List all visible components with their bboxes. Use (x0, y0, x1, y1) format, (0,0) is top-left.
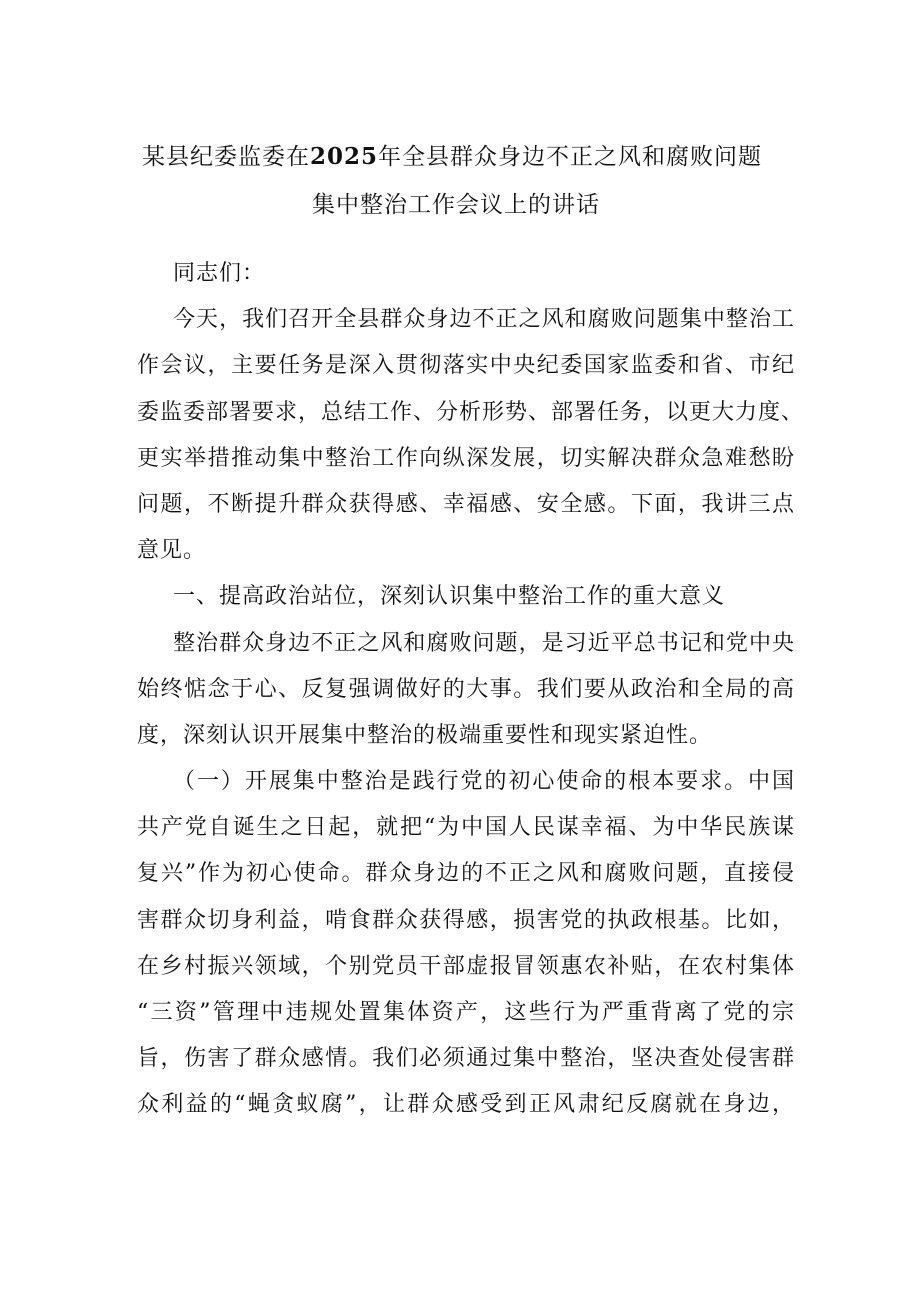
text-line: 共产党自诞生之日起，就把“为中国人民谋幸福、为中华民族谋 (137, 815, 795, 841)
text-line: （一）开展集中整治是践行党的初心使命的根本要求。中国 (173, 769, 795, 795)
text-line: 意见。 (137, 538, 207, 564)
text-line: 作会议，主要任务是深入贯彻落实中央纪委国家监委和省、市纪 (137, 353, 795, 379)
text-line: 度，深刻认识开展集中整治的极端重要性和现实紧迫性。 (137, 722, 713, 748)
document-body (137, 251, 805, 1129)
document-title-line-1 (0, 142, 912, 172)
title-suffix: 年全县群众身边不正之风和腐败问题 (378, 144, 762, 170)
text-line: 一、提高政治站位，深刻认识集中整治工作的重大意义 (173, 584, 726, 610)
title-year: 2025 (309, 143, 378, 170)
text-line: 众利益的“蝇贪蚁腐”，让群众感受到正风肃纪反腐就在身边， (137, 1092, 795, 1118)
text-line: “三资”管理中违规处置集体资产，这些行为严重背离了党的宗 (137, 1000, 795, 1025)
text-line: 复兴”作为初心使命。群众身边的不正之风和腐败问题，直接侵 (137, 861, 795, 887)
text-line: 在乡村振兴领域，个别党员干部虚报冒领惠农补贴，在农村集体 (137, 953, 795, 979)
text-line: 始终惦念于心、反复强调做好的大事。我们要从政治和全局的高 (137, 676, 795, 702)
text-line: 同志们： (173, 261, 266, 286)
text-line: 整治群众身边不正之风和腐败问题，是习近平总书记和党中央 (173, 630, 795, 656)
text-line: 害群众切身利益，啃食群众获得感，损害党的执政根基。比如， (137, 907, 795, 933)
text-line: 今天，我们召开全县群众身边不正之风和腐败问题集中整治工 (173, 307, 795, 333)
text-line: 问题，不断提升群众获得感、幸福感、安全感。下面，我讲三点 (137, 491, 795, 517)
text-line: 旨，伤害了群众感情。我们必须通过集中整治，坚决查处侵害群 (137, 1046, 795, 1072)
text-line: 委监委部署要求，总结工作、分析形势、部署任务，以更大力度、 (137, 399, 805, 425)
title-prefix: 某县纪委监委在 (141, 144, 310, 170)
document-title-line-2: 集中整治工作会议上的讲话 (312, 192, 600, 218)
text-line: 更实举措推动集中整治工作向纵深发展，切实解决群众急难愁盼 (137, 445, 795, 471)
